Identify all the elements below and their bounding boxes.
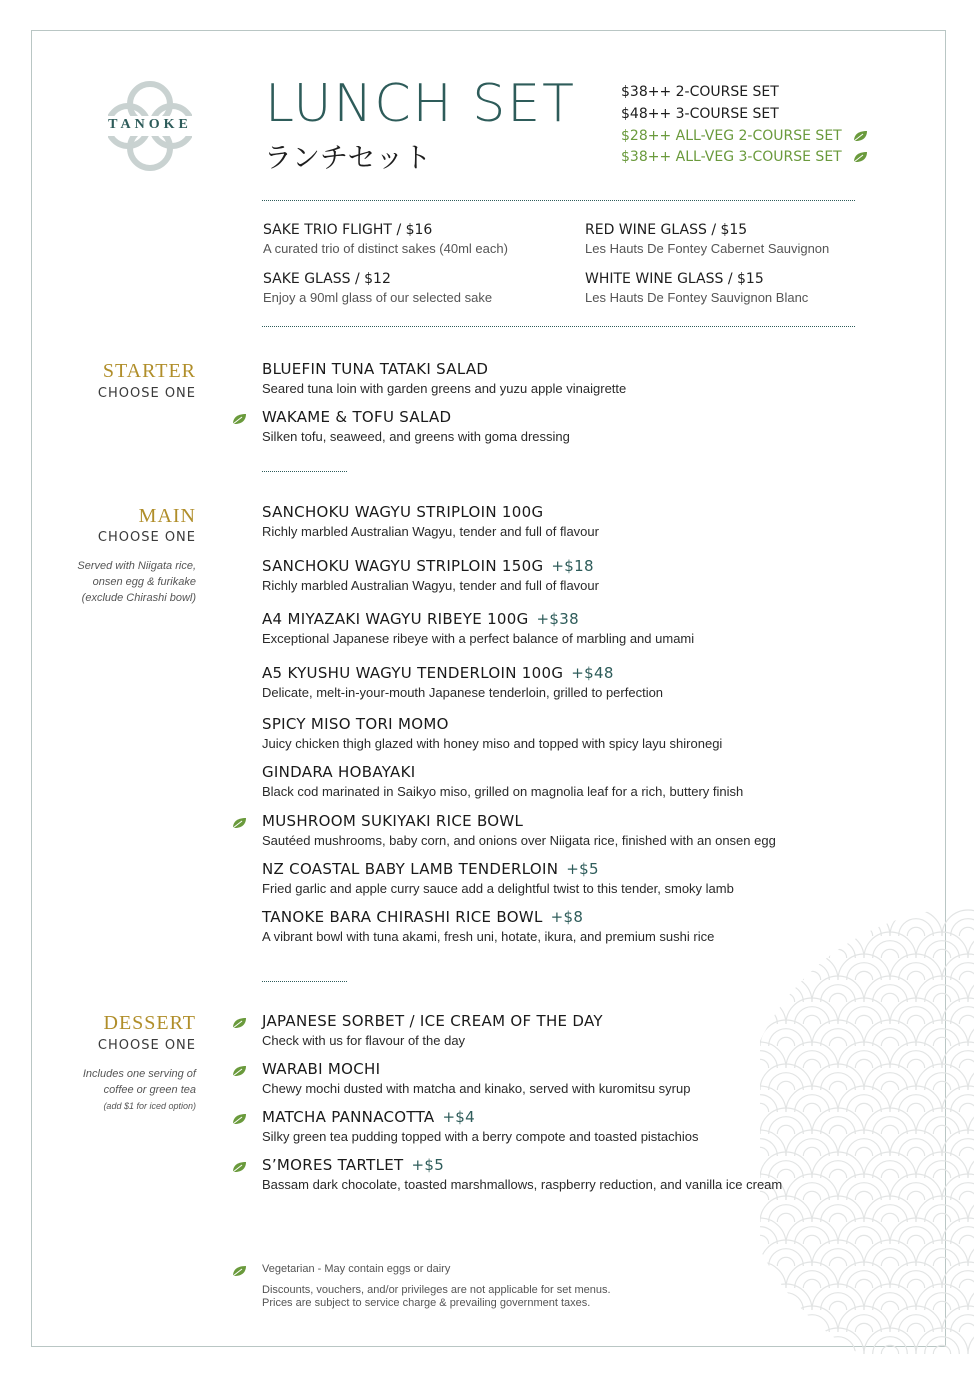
wave-arc — [777, 1037, 794, 1046]
set-price-label: $38++ ALL-VEG 3-COURSE SET — [621, 149, 842, 165]
menu-item-title: WARABI MOCHI — [262, 1060, 381, 1078]
wave-arc — [907, 1059, 924, 1068]
wave-arc — [959, 1015, 974, 1024]
wave-arc — [881, 1213, 898, 1222]
page-title-japanese: ランチセット — [264, 141, 432, 174]
wave-arc — [760, 1235, 769, 1244]
wave-arc — [959, 1191, 974, 1200]
wave-arc — [959, 1279, 974, 1288]
wave-arc — [786, 954, 838, 980]
wave-arc — [760, 1315, 777, 1332]
menu-item-title: BLUEFIN TUNA TATAKI SALAD — [262, 360, 489, 378]
wave-arc — [777, 1301, 794, 1310]
wave-arc — [959, 1059, 974, 1068]
dessert-section-title: DESSERT — [103, 1012, 196, 1034]
wave-arc — [777, 993, 794, 1002]
wave-arc — [881, 1301, 898, 1310]
menu-item-name — [262, 812, 523, 830]
wave-arc — [959, 1323, 974, 1332]
page-title: LUNCH SET — [265, 74, 576, 134]
wave-arc — [760, 1007, 777, 1024]
drink-name: SAKE TRIO FLIGHT / $16 — [263, 222, 433, 238]
starter-section-subtitle: CHOOSE ONE — [97, 386, 196, 401]
wave-arc — [847, 919, 882, 936]
wave-arc — [959, 927, 974, 936]
wave-arc — [760, 910, 786, 936]
menu-item-name — [262, 1108, 475, 1126]
wave-arc — [881, 949, 898, 958]
wave-arc — [760, 971, 769, 980]
wave-arc — [933, 1257, 950, 1266]
wave-arc — [803, 1147, 820, 1156]
section-divider — [262, 471, 347, 472]
wave-arc — [803, 1279, 820, 1288]
menu-item-description: Chewy mochi dusted with matcha and kinako, served with kuromitsu syrup — [262, 1081, 691, 1096]
main-section-subtitle: CHOOSE ONE — [97, 530, 196, 545]
menu-item-title: SPICY MISO TORI MOMO — [262, 715, 449, 733]
vegetarian-leaf-icon — [231, 413, 247, 425]
wave-arc — [760, 1306, 786, 1332]
dessert-section-note-small: (add $1 for iced option) — [103, 1101, 196, 1111]
wave-arc — [803, 1235, 820, 1244]
menu-item-title: A4 MIYAZAKI WAGYU RIBEYE 100G — [262, 610, 529, 628]
wave-arc — [760, 1271, 777, 1288]
wave-arc — [907, 927, 924, 936]
main-section-note: Served with Niigata rice, onsen egg & furikake (exclude Chirashi bowl) — [77, 560, 196, 604]
tanoke-logo — [108, 80, 192, 172]
menu-item-description: Exceptional Japanese ribeye with a perfect balance of marbling and umami — [262, 631, 695, 646]
menu-item-description: Check with us for flavour of the day — [262, 1033, 466, 1048]
wave-arc — [821, 1337, 856, 1354]
set-price — [621, 84, 779, 100]
disclaimer-line: Prices are subject to service charge & prevailing government taxes. — [262, 1297, 591, 1309]
menu-item-description: Juicy chicken thigh glazed with honey miso and topped with spicy layu shironegi — [262, 736, 723, 751]
wave-pattern-decoration — [760, 900, 974, 1378]
vegetarian-leaf-icon — [231, 1113, 247, 1125]
wave-arc — [777, 1081, 794, 1090]
vegetarian-note: Vegetarian - May contain eggs or dairy — [262, 1263, 451, 1275]
wave-arc — [855, 1103, 872, 1112]
menu-item-name — [262, 1060, 380, 1078]
menu-item-title: SANCHOKU WAGYU STRIPLOIN 150G — [262, 557, 544, 575]
wave-arc — [760, 963, 777, 980]
set-price — [621, 106, 779, 122]
menu-item-name — [262, 908, 583, 926]
wave-arc — [881, 1345, 898, 1354]
menu-item-supplement: +$48 — [571, 664, 614, 682]
wave-arc — [959, 1235, 974, 1244]
menu-item-title: JAPANESE SORBET / ICE CREAM OF THE DAY — [262, 1012, 603, 1030]
main-section-title: MAIN — [138, 505, 196, 527]
menu-item-name — [262, 860, 599, 878]
wave-arc — [760, 1147, 769, 1156]
wave-arc — [829, 1081, 846, 1090]
wave-arc — [855, 1235, 872, 1244]
menu-item-title: MUSHROOM SUKIYAKI RICE BOWL — [262, 812, 524, 830]
wave-arc — [829, 1125, 846, 1134]
wave-arc — [769, 941, 804, 958]
wave-arc — [933, 1037, 950, 1046]
drink-desc: A curated trio of distinct sakes (40ml each) — [263, 241, 508, 256]
wave-arc — [855, 1147, 872, 1156]
menu-item-name — [262, 1156, 444, 1174]
wave-arc — [777, 1213, 794, 1222]
menu-item-supplement: +$5 — [411, 1156, 445, 1174]
wave-arc — [933, 1125, 950, 1134]
menu-item-description: Richly marbled Australian Wagyu, tender and full of flavour — [262, 524, 599, 539]
set-price-label: $48++ 3-COURSE SET — [621, 106, 779, 122]
wave-arc — [907, 1147, 924, 1156]
menu-item-supplement: +$38 — [536, 610, 579, 628]
set-price — [621, 149, 868, 165]
wave-arc — [968, 1328, 974, 1354]
wave-arc — [881, 1125, 898, 1134]
wave-arc — [795, 919, 830, 936]
wave-arc — [769, 985, 804, 1002]
vegetarian-leaf-icon — [231, 817, 247, 829]
wave-arc — [821, 941, 856, 958]
dessert-section-note: Includes one serving of coffee or green tea — [82, 1068, 196, 1096]
menu-item-title: A5 KYUSHU WAGYU TENDERLOIN 100G — [262, 664, 564, 682]
dessert-section-subtitle: CHOOSE ONE — [97, 1038, 196, 1053]
drink-name: WHITE WINE GLASS / $15 — [585, 271, 764, 287]
wave-arc — [838, 910, 890, 936]
divider — [262, 326, 855, 327]
wave-arc — [881, 1037, 898, 1046]
menu-item-description: Richly marbled Australian Wagyu, tender and full of flavour — [262, 578, 599, 593]
wave-arc — [890, 910, 942, 936]
wave-arc — [760, 1191, 769, 1200]
wave-arc — [933, 1345, 950, 1354]
menu-item-title: S’MORES TARTLET — [262, 1156, 404, 1174]
wave-arc — [829, 1169, 846, 1178]
menu-item-description: Bassam dark chocolate, toasted marshmallows, raspberry reduction, and vanilla ice cream — [262, 1177, 783, 1192]
menu-item-supplement: +$5 — [566, 860, 599, 878]
wave-arc — [786, 910, 838, 936]
wave-arc — [769, 1337, 804, 1354]
wave-arc — [812, 932, 864, 958]
menu-item-description: Fried garlic and apple curry sauce add a delightful twist to this tender, smoky lamb — [262, 881, 734, 896]
drink-desc: Enjoy a 90ml glass of our selected sake — [263, 290, 493, 305]
menu-item-title: NZ COASTAL BABY LAMB TENDERLOIN — [262, 860, 559, 878]
menu-item-supplement: +$8 — [550, 908, 584, 926]
drink-name: RED WINE GLASS / $15 — [585, 222, 748, 238]
divider — [262, 200, 855, 201]
disclaimer-line: Discounts, vouchers, and/or privileges are not applicable for set menus. — [262, 1284, 611, 1296]
menu-item-name — [262, 360, 488, 378]
wave-arc — [959, 1147, 974, 1156]
menu-item-name — [262, 503, 543, 521]
wave-arc — [760, 927, 769, 936]
wave-arc — [959, 971, 974, 980]
wave-arc — [907, 1235, 924, 1244]
menu-item-description: Silky green tea pudding topped with a berry compote and toasted pistachios — [262, 1129, 699, 1144]
wave-arc — [881, 1081, 898, 1090]
wave-arc — [907, 1015, 924, 1024]
section-divider — [262, 981, 347, 982]
wave-arc — [933, 1301, 950, 1310]
wave-arc — [881, 993, 898, 1002]
menu-item-name — [262, 610, 579, 628]
menu-item-description: Silken tofu, seaweed, and greens with goma dressing — [262, 429, 570, 444]
wave-arc — [829, 1301, 846, 1310]
wave-arc — [907, 1323, 924, 1332]
wave-arc — [855, 1059, 872, 1068]
menu-item-description: Black cod marinated in Saikyo miso, grilled on magnolia leaf for a rich, buttery finish — [262, 784, 744, 799]
wave-arc — [760, 919, 777, 936]
set-price-label: $28++ ALL-VEG 2-COURSE SET — [621, 128, 842, 144]
menu-item-name — [262, 557, 594, 575]
wave-arc — [829, 1345, 846, 1354]
wave-arc — [777, 1345, 794, 1354]
wave-arc — [803, 927, 820, 936]
wave-arc — [803, 1059, 820, 1068]
menu-item-title: WAKAME & TOFU SALAD — [262, 408, 452, 426]
wave-arc — [829, 1257, 846, 1266]
wave-arc — [959, 1103, 974, 1112]
wave-arc — [760, 954, 786, 980]
menu-item-name — [262, 1012, 603, 1030]
menu-item-title: MATCHA PANNACOTTA — [262, 1108, 435, 1126]
set-price-label: $38++ 2-COURSE SET — [621, 84, 779, 100]
wave-arc — [803, 971, 820, 980]
logo-text: TANOKE — [108, 117, 192, 132]
wave-arc — [777, 1257, 794, 1266]
wave-arc — [855, 1191, 872, 1200]
menu-item-name — [262, 763, 415, 781]
wave-arc — [855, 971, 872, 980]
menu-item-name — [262, 408, 451, 426]
menu-item-title: TANOKE BARA CHIRASHI RICE BOWL — [262, 908, 543, 926]
wave-arc — [803, 1015, 820, 1024]
drink-desc: Les Hauts De Fontey Sauvignon Blanc — [585, 290, 809, 305]
wave-arc — [855, 927, 872, 936]
menu-item-supplement: +$18 — [551, 557, 594, 575]
menu-item-description: Delicate, melt-in-your-mouth Japanese tenderloin, grilled to perfection — [262, 685, 664, 700]
wave-arc — [803, 1191, 820, 1200]
vegetarian-leaf-icon — [231, 1017, 247, 1029]
vegetarian-leaf-icon — [852, 130, 868, 142]
menu-item-name — [262, 664, 614, 682]
wave-arc — [777, 1125, 794, 1134]
vegetarian-leaf-icon — [231, 1065, 247, 1077]
wave-arc — [855, 1015, 872, 1024]
wave-arc — [829, 1213, 846, 1222]
wave-arc — [829, 993, 846, 1002]
wave-arc — [760, 932, 812, 958]
menu-item-title: GINDARA HOBAYAKI — [262, 763, 416, 781]
menu-item-supplement: +$4 — [442, 1108, 475, 1126]
wave-arc — [760, 1279, 769, 1288]
wave-arc — [907, 971, 924, 980]
wave-arc — [760, 1323, 769, 1332]
vegetarian-leaf-icon — [852, 151, 868, 163]
wave-arc — [829, 949, 846, 958]
wave-arc — [933, 1169, 950, 1178]
starter-section-title: STARTER — [102, 360, 196, 382]
wave-arc — [803, 1323, 820, 1332]
menu-item-title: SANCHOKU WAGYU STRIPLOIN 100G — [262, 503, 544, 521]
menu-item-description: Sautéed mushrooms, baby corn, and onions over Niigata rice, finished with an onsen egg — [262, 833, 776, 848]
wave-arc — [933, 1081, 950, 1090]
wave-arc — [760, 1059, 769, 1068]
drink-name: SAKE GLASS / $12 — [263, 271, 391, 287]
wave-arc — [933, 1213, 950, 1222]
wave-arc — [933, 993, 950, 1002]
wave-arc — [795, 1315, 830, 1332]
wave-arc — [760, 1103, 769, 1112]
wave-arc — [760, 976, 812, 1002]
wave-arc — [855, 1323, 872, 1332]
wave-arc — [881, 1169, 898, 1178]
wave-arc — [760, 1015, 769, 1024]
menu-item-name — [262, 715, 449, 733]
wave-arc — [881, 1257, 898, 1266]
wave-arc — [907, 1191, 924, 1200]
wave-arc — [760, 1328, 812, 1354]
menu-item-description: A vibrant bowl with tuna akami, fresh uni, hotate, ikura, and premium sushi rice — [262, 929, 715, 944]
drink-desc: Les Hauts De Fontey Cabernet Sauvignon — [585, 241, 830, 256]
wave-arc — [769, 1293, 804, 1310]
set-price — [621, 128, 868, 144]
wave-arc — [907, 1103, 924, 1112]
wave-arc — [855, 1279, 872, 1288]
wave-arc — [803, 1103, 820, 1112]
vegetarian-leaf-icon — [231, 1161, 247, 1173]
wave-arc — [829, 1037, 846, 1046]
wave-arc — [907, 1279, 924, 1288]
vegetarian-leaf-icon — [231, 1265, 247, 1277]
menu-item-description: Seared tuna loin with garden greens and yuzu apple vinaigrette — [262, 381, 627, 396]
wave-arc — [933, 949, 950, 958]
wave-arc — [777, 949, 794, 958]
